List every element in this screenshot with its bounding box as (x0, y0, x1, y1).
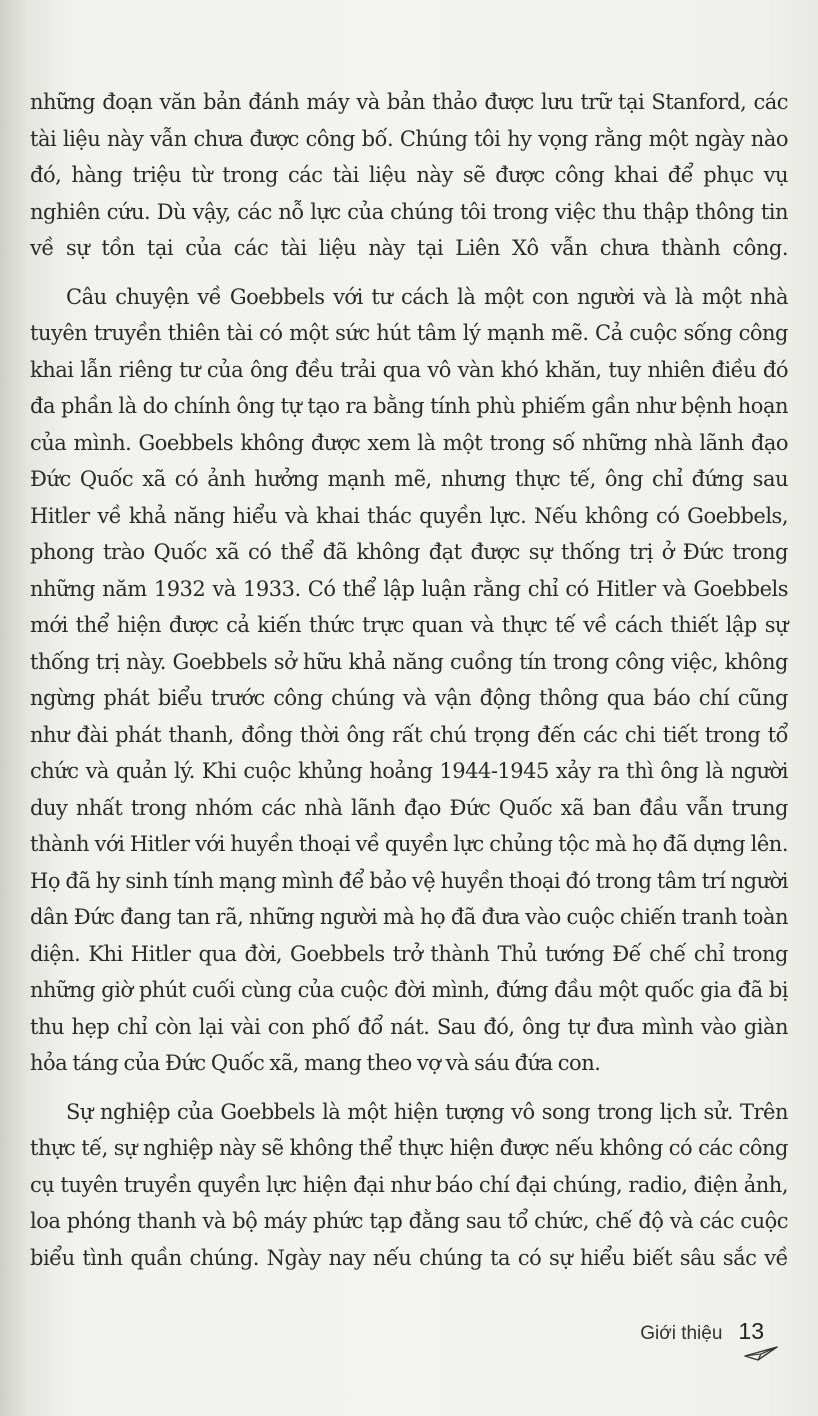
section-label: Giới thiệu (640, 1323, 723, 1344)
paragraph-3: Sự nghiệp của Goebbels là một hiện tượng vô song trong lịch sử. Trên thực tế, sự nghiệp này sẽ không thể thực hiện được nếu không có các công cụ tuyên truyền quyền lực hiện đại như báo chí đại chúng, radio, điện ảnh, loa phóng thanh và bộ máy phức tạp đằng sau tổ chức, chế độ và các cuộc biểu tình quần chúng. Ngày nay nếu chúng ta có sự hiểu biết sâu sắc về (30, 1099, 788, 1270)
paragraph-2: Câu chuyện về Goebbels với tư cách là một con người và là một nhà tuyên truyền thiên tài có một sức hút tâm lý mạnh mẽ. Cả cuộc sống công khai lẫn riêng tư của ông đều trải qua vô vàn khó khăn, tuy nhiên điều đó đa phần là do chính ông tự tạo ra bằng tính phù phiếm gần như bệnh hoạn của mình. Goebbels không được xem là một trong số những nhà lãnh đạo Đức Quốc xã có ảnh hưởng mạnh mẽ, nhưng thực tế, ông chỉ đứng sau Hitler về khả năng hiểu và khai thác quyền lực. Nếu không có Goebbels, phong trào Quốc xã có thể đã không đạt được sự thống trị ở Đức trong những năm 1932 và 1933. Có thể lập luận rằng chỉ có Hitler và Goebbels mới thể hiện được cả kiến thức trực quan và thực tế về cách thiết lập sự thống trị này. Goebbels sở hữu khả năng cuồng tín trong công việc, không ngừng phát biểu trước công chúng và vận động thông qua báo chí cũng như đài phát thanh, đồng thời ông rất chú trọng đến các chi tiết trong tổ chức và quản lý. Khi cuộc khủng hoảng 1944-1945 xảy ra thì ông là người duy nhất trong nhóm các nhà lãnh đạo Đức Quốc xã ban đầu vẫn trung thành với Hitler với huyền thoại về quyền lực chủng tộc mà họ đã dựng lên. Họ đã hy sinh tính mạng mình để bảo vệ huyền thoại đó trong tâm trí người dân Đức đang tan rã, những người mà họ đã đưa vào cuộc chiến tranh toàn diện. Khi Hitler qua đời, Goebbels trở thành Thủ tướng Đế chế chỉ trong những giờ phút cuối cùng của cuộc đời mình, đứng đầu một quốc gia đã bị thu hẹp chỉ còn lại vài con phố đổ nát. Sau đó, ông tự đưa mình vào giàn hỏa táng của Đức Quốc xã, mang theo vợ và sáu đứa con. (30, 284, 788, 1075)
page-footer (640, 1318, 764, 1345)
page-body (30, 84, 788, 1276)
page-number: 13 (738, 1318, 764, 1344)
paragraph-1: những đoạn văn bản đánh máy và bản thảo được lưu trữ tại Stanford, các tài liệu này vẫn chưa được công bố. Chúng tôi hy vọng rằng một ngày nào đó, hàng triệu từ trong các tài liệu này sẽ được công khai để phục vụ nghiên cứu. Dù vậy, các nỗ lực của chúng tôi trong việc thu thập thông tin về sự tồn tại của các tài liệu này tại Liên Xô vẫn chưa thành công. (30, 90, 788, 260)
paper-plane-icon (744, 1344, 778, 1362)
